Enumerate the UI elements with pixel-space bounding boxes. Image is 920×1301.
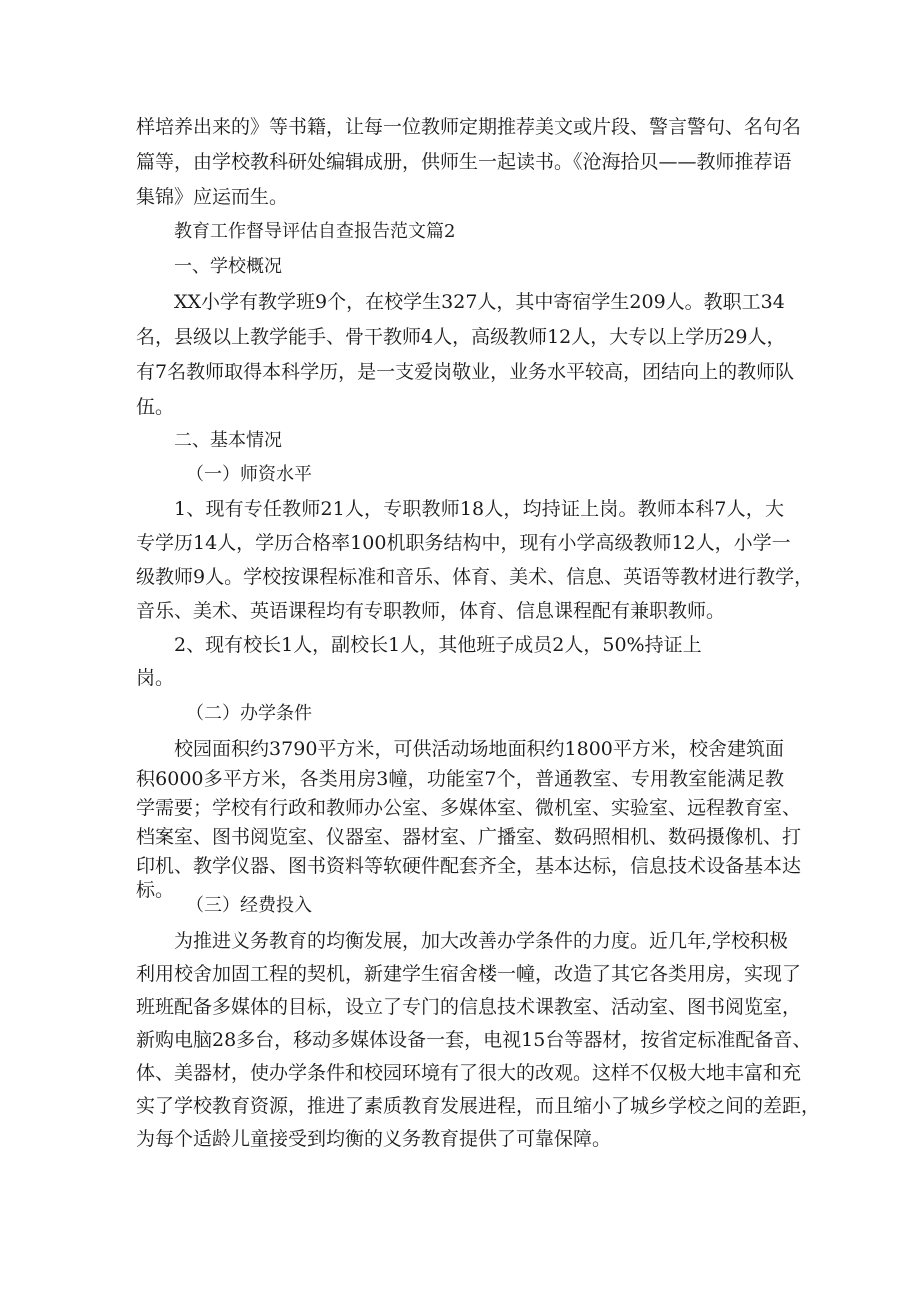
paragraph-line: 有7名教师取得本科学历，是一支爱岗敬业，业务水平较高，团结向上的教师队: [136, 361, 795, 383]
paragraph-line: 专学历14人，学历合格率100机职务结构中，现有小学高级教师12人，小学一: [136, 532, 791, 554]
section-title: 教育工作督导评估自查报告范文篇2: [174, 221, 456, 242]
section-heading: 二、基本情况: [174, 430, 282, 451]
paragraph-line: 班班配备多媒体的目标，设立了专门的信息技术课教室、活动室、图书阅览室，: [136, 996, 802, 1018]
paragraph-line: 样培养出来的》等书籍，让每一位教师定期推荐美文或片段、警言警句、名句名: [136, 116, 802, 138]
paragraph-line: 集锦》应运而生。: [136, 186, 289, 208]
paragraph-line: 为推进义务教育的均衡发展，加大改善办学条件的力度。近几年,学校积极: [174, 930, 789, 952]
paragraph-line: 积6000多平方米，各类用房3幢，功能室7个，普通教室、专用教室能满足教: [136, 768, 784, 790]
paragraph-line: 利用校舍加固工程的契机，新建学生宿舍楼一幢，改造了其它各类用房，实现了: [136, 963, 802, 985]
paragraph-line: 体、美器材，使办学条件和校园环境有了很大的改观。这样不仅极大地丰富和充: [136, 1062, 802, 1084]
paragraph-line: 音乐、美术、英语课程均有专职教师，体育、信息课程配有兼职教师。: [136, 600, 726, 622]
paragraph-line: 标。: [136, 879, 175, 901]
paragraph-line: 1、现有专任教师21人，专职教师18人，均持证上岗。教师本科7人，大: [174, 498, 784, 520]
paragraph-line: 学需要；学校有行政和教师办公室、多媒体室、微机室、实验室、远程教育室、: [136, 797, 802, 819]
paragraph-line: 级教师9人。学校按课程标准和音乐、体育、美术、信息、英语等教材进行教学，: [136, 566, 814, 588]
paragraph-line: 岗。: [136, 667, 175, 689]
paragraph-line: 伍。: [136, 396, 175, 418]
paragraph-line: 实了学校教育资源，推进了素质教育发展进程，而且缩小了城乡学校之间的差距，: [136, 1095, 821, 1117]
paragraph-line: 2、现有校长1人，副校长1人，其他班子成员2人，50%持证上: [174, 634, 702, 656]
paragraph-line: 印机、教学仪器、图书资料等软硬件配套齐全，基本达标，信息技术设备基本达: [136, 855, 802, 877]
paragraph-line: XX小学有教学班9个，在校学生327人，其中寄宿学生209人。教职工34: [174, 291, 785, 313]
paragraph-line: 为每个适龄儿童接受到均衡的义务教育提供了可靠保障。: [136, 1128, 612, 1150]
paragraph-line: 篇等，由学校教科研处编辑成册，供师生一起读书。《沧海拾贝——教师推荐语: [136, 151, 792, 173]
subsection-heading: （二）办学条件: [186, 703, 312, 724]
paragraph-line: 校园面积约3790平方米，可供活动场地面积约1800平方米，校舍建筑面: [174, 738, 784, 760]
subsection-heading: （三）经费投入: [186, 895, 312, 916]
paragraph-line: 名，县级以上教学能手、骨干教师4人，高级教师12人，大专以上学历29人，: [136, 326, 786, 348]
subsection-heading: （一）师资水平: [186, 464, 312, 485]
paragraph-line: 新购电脑28多台，移动多媒体设备一套，电视15台等器材，按省定标准配备音、: [136, 1029, 812, 1051]
paragraph-line: 档案室、图书阅览室、仪器室、器材室、广播室、数码照相机、数码摄像机、打: [136, 826, 802, 848]
section-heading: 一、学校概况: [174, 256, 282, 277]
